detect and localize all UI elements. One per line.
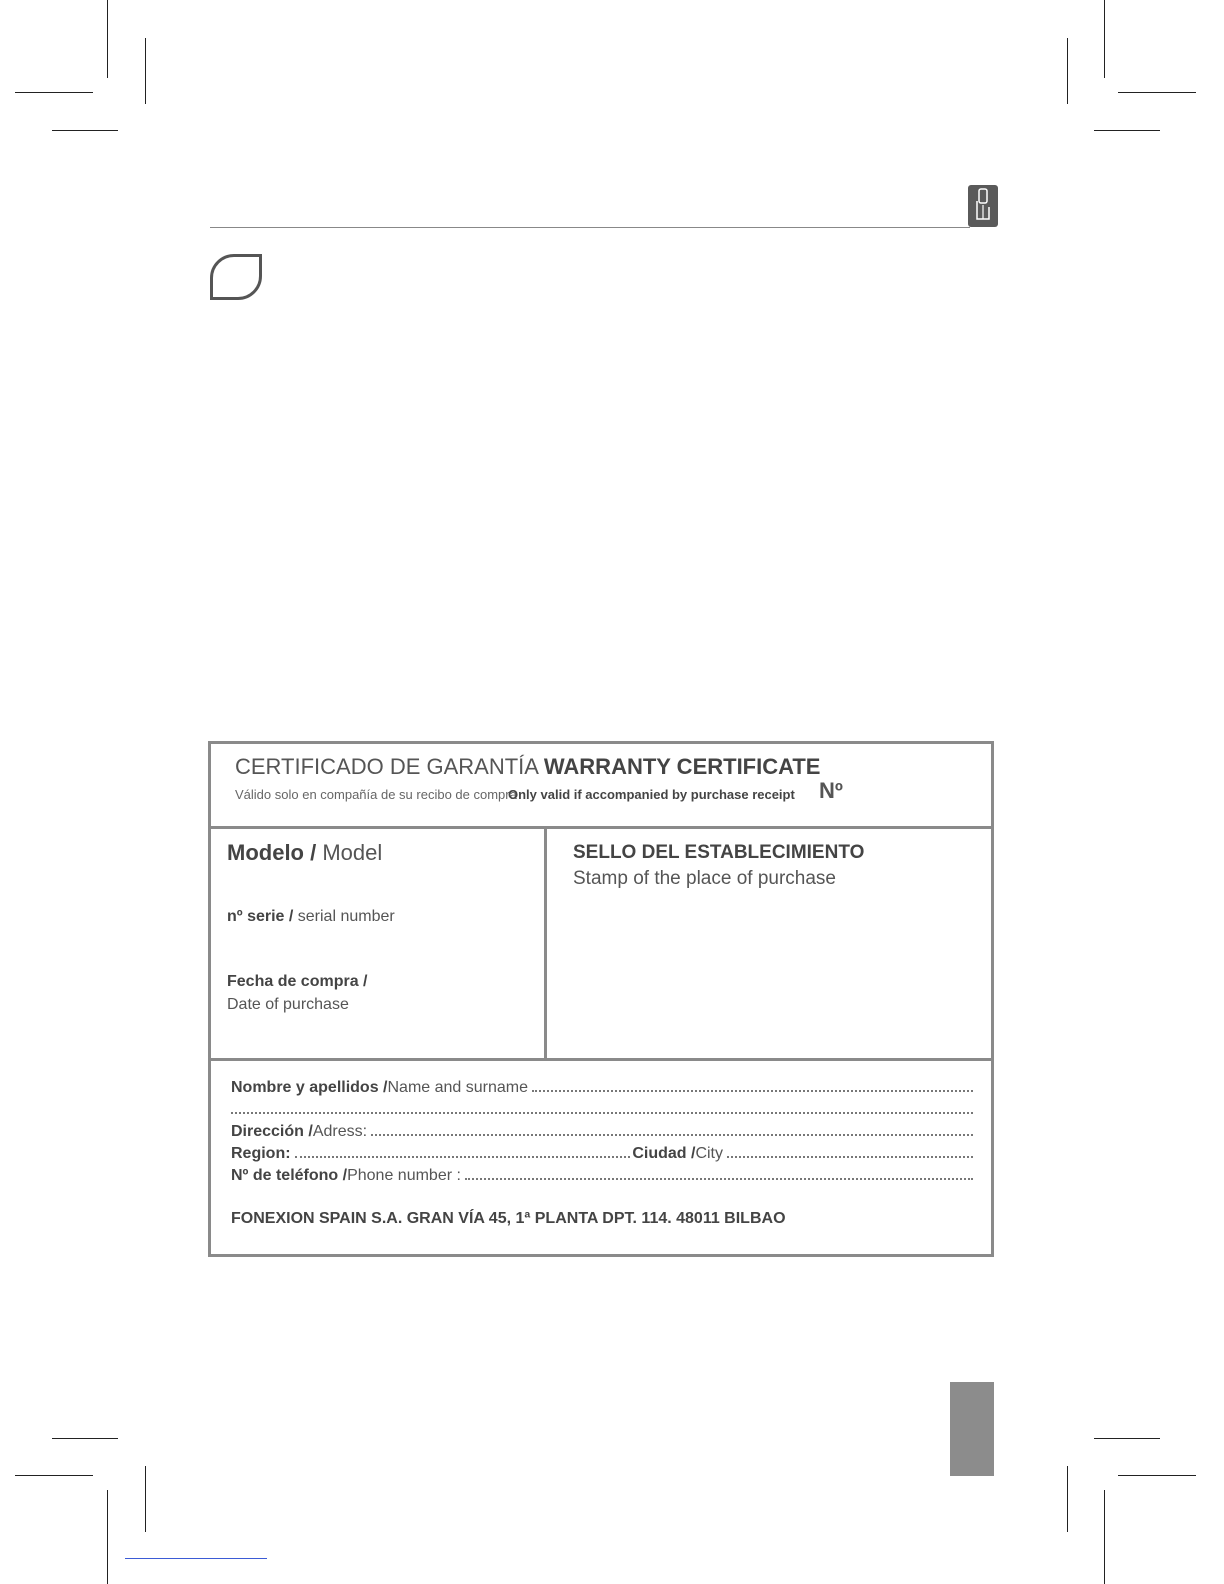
leaf-icon <box>210 254 262 300</box>
crop-mark <box>1118 1475 1196 1476</box>
certificate-details <box>211 826 991 1061</box>
city-label-en: City <box>695 1145 723 1162</box>
crop-mark <box>1118 92 1196 93</box>
stamp-label-es: SELLO DEL ESTABLECIMIENTO <box>573 842 865 863</box>
customer-info <box>211 1058 991 1254</box>
date-label-en: Date of purchase <box>227 996 349 1013</box>
name-label-es: Nombre y apellidos / <box>231 1079 388 1096</box>
warranty-certificate <box>208 741 994 1257</box>
crop-mark <box>145 38 146 104</box>
serial-field <box>227 908 395 926</box>
address-label-es: Dirección / <box>231 1123 313 1140</box>
title-es: CERTIFICADO DE GARANTÍA <box>235 754 544 779</box>
region-city-field <box>231 1142 973 1164</box>
title-en: WARRANTY CERTIFICATE <box>543 754 821 779</box>
region-label: Region: <box>231 1145 291 1162</box>
fill-line <box>727 1142 973 1158</box>
fill-line <box>231 1098 973 1114</box>
model-label-en: Model <box>322 840 383 865</box>
serial-label-en: serial number <box>297 908 395 925</box>
city-label-es: Ciudad / <box>632 1145 696 1162</box>
crop-mark <box>145 1466 146 1532</box>
address-field <box>231 1120 973 1142</box>
crop-mark <box>107 1490 108 1584</box>
phone-label-es: Nº de teléfono / <box>231 1167 348 1184</box>
link-underline <box>125 1558 267 1559</box>
address-label-en: Adress: <box>312 1123 368 1140</box>
crop-mark <box>1067 1466 1068 1532</box>
phone-label-en: Phone number : <box>347 1167 461 1184</box>
crop-mark <box>15 1475 93 1476</box>
crop-mark <box>52 130 118 131</box>
model-label-es: Modelo / <box>227 840 323 865</box>
page-tab <box>950 1382 994 1476</box>
crop-mark <box>1104 0 1105 78</box>
crop-mark <box>52 1438 118 1439</box>
stamp-area <box>573 840 864 892</box>
fill-line <box>465 1164 973 1180</box>
purchase-date-field <box>227 970 368 1016</box>
crop-mark <box>1104 1490 1105 1584</box>
name-field-continued <box>231 1098 973 1120</box>
phone-field <box>231 1164 973 1186</box>
fill-line <box>371 1120 973 1136</box>
fill-line <box>532 1076 973 1092</box>
header-rule <box>210 227 970 228</box>
certificate-header <box>211 744 991 829</box>
name-label-en: Name and surname <box>387 1079 528 1096</box>
fill-line <box>295 1142 631 1158</box>
model-field <box>227 840 382 866</box>
crop-mark <box>1094 1438 1160 1439</box>
crop-mark <box>15 92 93 93</box>
crop-mark <box>107 0 108 78</box>
valid-note-es: Válido solo en compañía de su recibo de compra <box>235 787 517 802</box>
certificate-number-label: Nº <box>819 778 843 803</box>
certificate-title <box>235 754 820 780</box>
crop-mark <box>1094 130 1160 131</box>
valid-note-en: Only valid if accompanied by purchase receipt <box>508 787 795 802</box>
crop-mark <box>1067 38 1068 104</box>
serial-label-es: nº serie / <box>227 908 298 925</box>
stamp-label-en: Stamp of the place of purchase <box>573 868 836 889</box>
date-label-es: Fecha de compra / <box>227 973 368 990</box>
phone-icon <box>968 185 998 227</box>
name-field <box>231 1076 973 1098</box>
company-address: FONEXION SPAIN S.A. GRAN VÍA 45, 1ª PLANTA DPT. 114. 48011 BILBAO <box>231 1210 786 1227</box>
product-info <box>211 826 547 1058</box>
